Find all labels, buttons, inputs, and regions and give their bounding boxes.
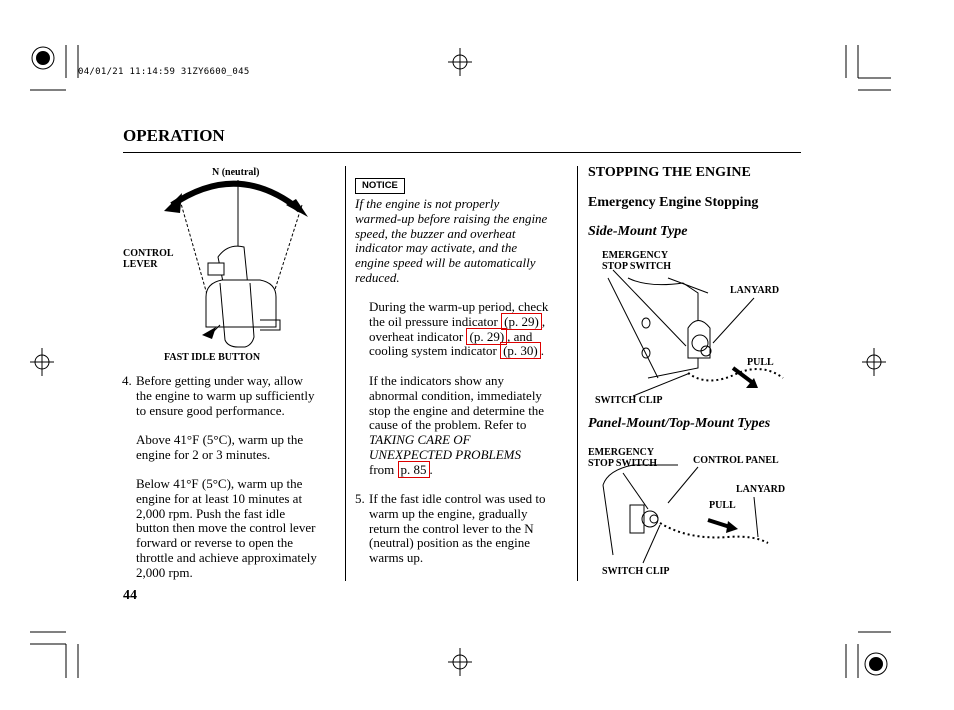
label-pull: PULL <box>747 357 774 368</box>
step-4-number: 4. <box>122 373 132 388</box>
page-number: 44 <box>123 588 137 603</box>
warmup-paragraph: During the warm-up period, check the oil pressure indicator (p. 29) , overheat indicator (p. 29) , and cooling system indicator (p. 30) . <box>369 299 549 359</box>
below-41f-text: Below 41°F (5°C), warm up the engine for at least 10 minutes at 2,000 rpm. Push the fast idle button then move the control lever forward or reverse to open the throttle and achieve approximately 2,000 rpm. <box>136 476 317 580</box>
label-neutral: N (neutral) <box>212 167 260 178</box>
label-lanyard-panel: LANYARD <box>736 484 786 495</box>
side-mount-title: Side-Mount Type <box>588 224 688 239</box>
label-fast-idle-button: FAST IDLE BUTTON <box>164 352 261 363</box>
label-emergency-stop-switch-panel-1: EMERGENCY <box>588 447 655 458</box>
section-title: OPERATION <box>123 126 225 145</box>
label-control-lever-2: LEVER <box>123 259 158 270</box>
notice-badge: NOTICE <box>355 178 405 194</box>
panel-mount-title: Panel-Mount/Top-Mount Types <box>588 416 771 431</box>
step-5-text: If the fast idle control was used to warm up the engine, gradually return the control lever to the N (neutral) position as the engine warms up. <box>369 491 546 566</box>
label-lanyard: LANYARD <box>730 285 780 296</box>
label-control-panel: CONTROL PANEL <box>693 455 779 466</box>
page-ref-link[interactable]: (p. 29) <box>501 313 542 330</box>
print-meta: 04/01/21 11:14:59 31ZY6600_045 <box>78 67 250 77</box>
column-divider-2 <box>577 166 578 581</box>
column-divider-1 <box>345 166 346 581</box>
stopping-engine-heading: STOPPING THE ENGINE <box>588 165 751 180</box>
emergency-stopping-subheading: Emergency Engine Stopping <box>588 195 759 210</box>
step-4-text: Before getting under way, allow the engine to warm up sufficiently to ensure good performance. <box>136 373 315 418</box>
above-41f-text: Above 41°F (5°C), warm up the engine for 2 or 3 minutes. <box>136 432 304 462</box>
label-switch-clip: SWITCH CLIP <box>595 395 663 406</box>
label-emergency-stop-switch-panel-2: STOP SWITCH <box>588 458 658 469</box>
label-switch-clip-panel: SWITCH CLIP <box>602 566 670 577</box>
page-ref-link[interactable]: (p. 29) <box>466 328 507 345</box>
label-control-lever-1: CONTROL <box>123 248 174 259</box>
page-ref-link[interactable]: p. 85 <box>398 461 430 478</box>
label-emergency-stop-switch-2: STOP SWITCH <box>602 261 672 272</box>
page-ref-link[interactable]: (p. 30) <box>500 342 541 359</box>
notice-text: If the engine is not properly warmed-up before raising the engine speed, the buzzer and overheat indicator may activate, and the engine speed will be automatically reduced. <box>355 196 548 285</box>
indicators-paragraph: If the indicators show any abnormal condition, immediately stop the engine and determine the cause of the problem. Refer to TAKING CARE OF UNEXPECTED PROBLEMS from p. 85 . <box>369 373 545 477</box>
label-pull-panel: PULL <box>709 500 736 511</box>
header-rule <box>123 152 801 153</box>
step-5-number: 5. <box>355 491 365 506</box>
label-emergency-stop-switch-1: EMERGENCY <box>602 250 669 261</box>
